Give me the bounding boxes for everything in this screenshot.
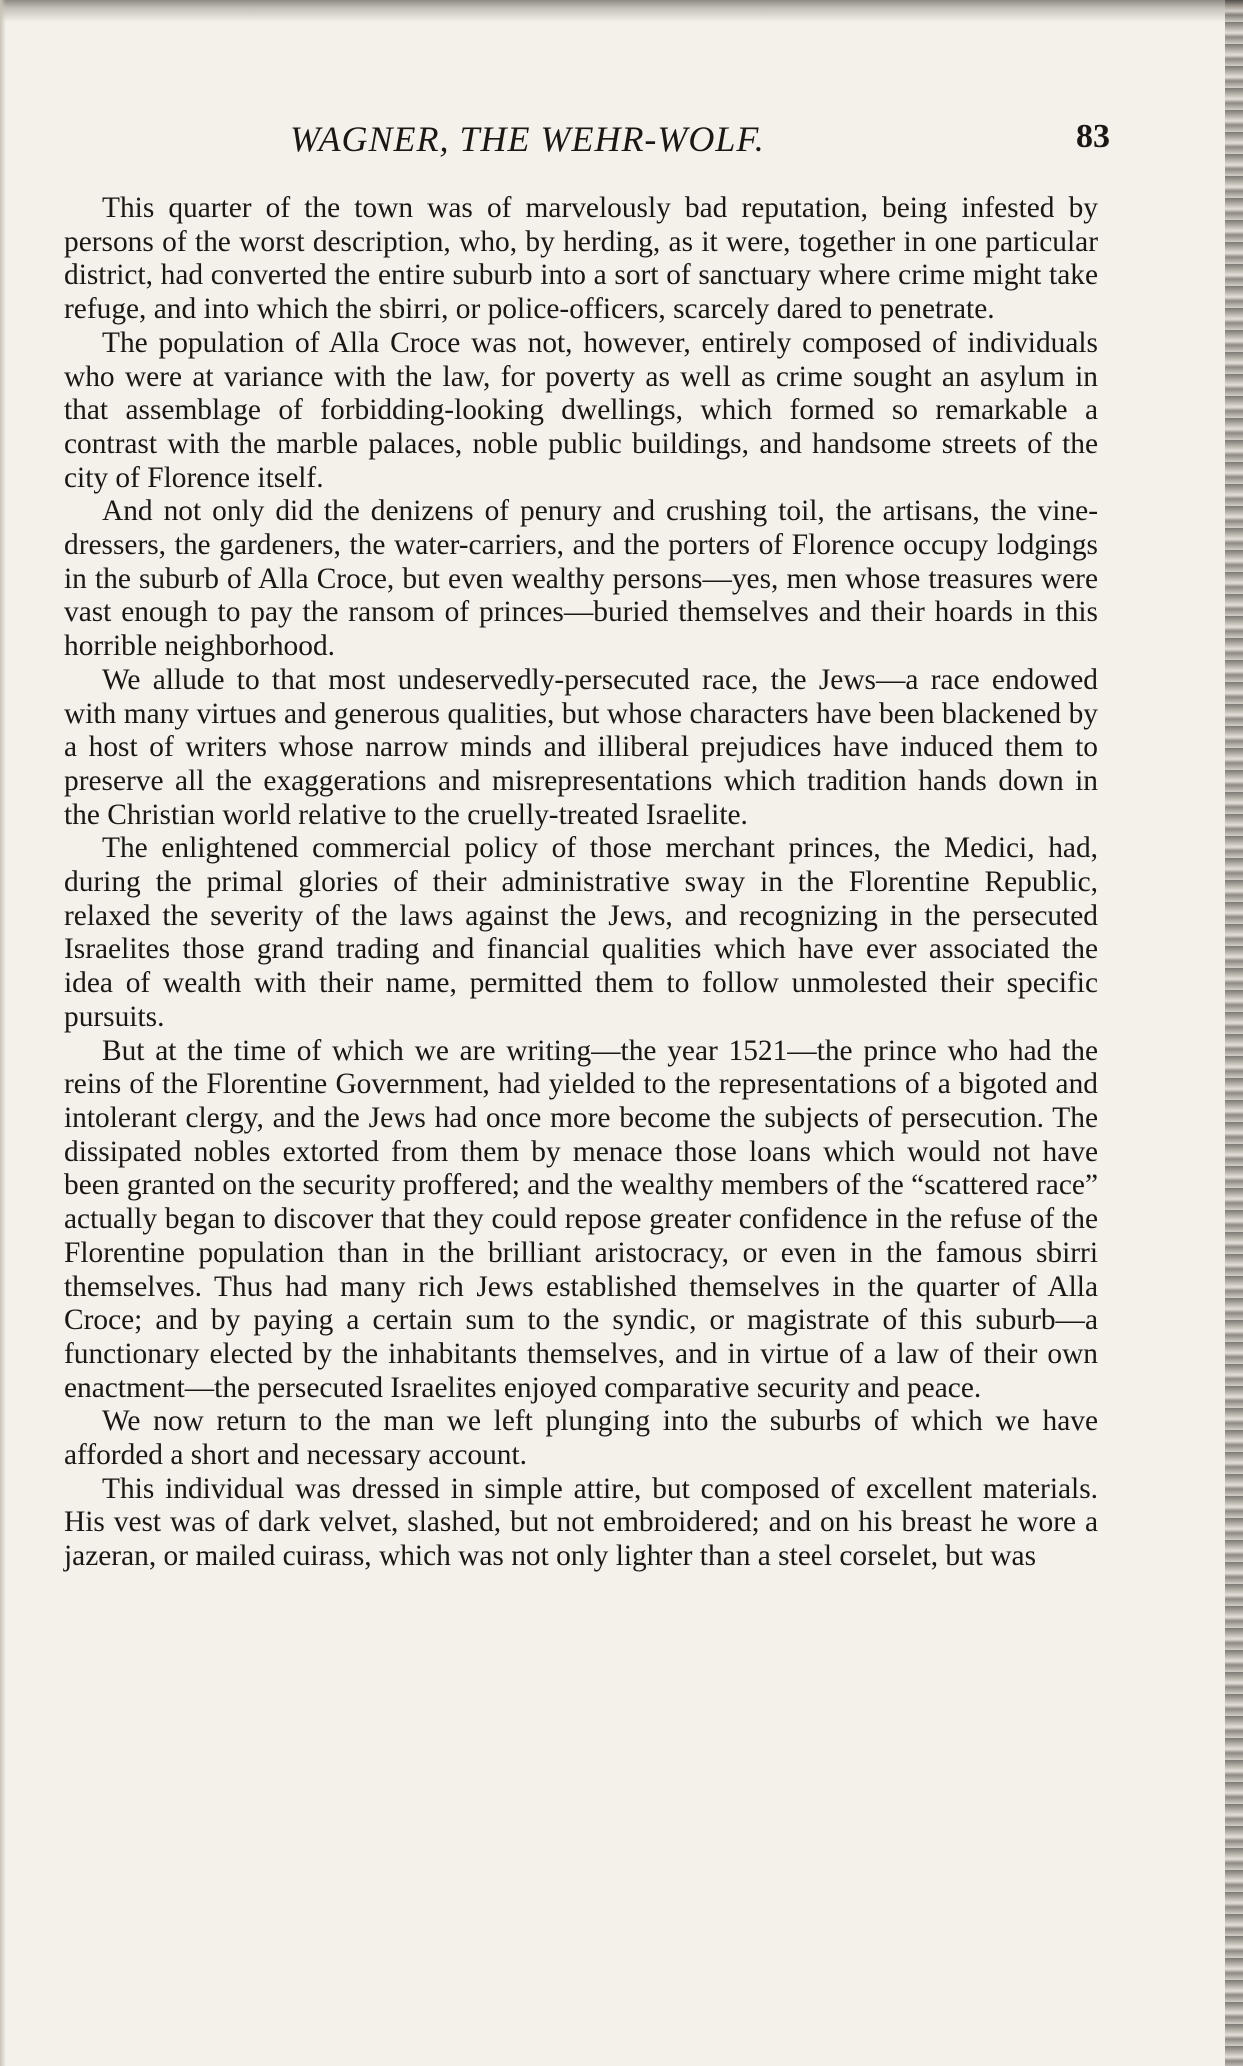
scan-edge-left (0, 0, 6, 2066)
scan-edge-right (1225, 0, 1243, 2066)
paragraph-5: The enlightened commercial policy of those merchant princes, the Medici, had, during the primal glories of their administrative sway in the Florentine Republic, relaxed the severity of the laws against the Jews, and recognizing in the persecuted Israelites those grand trading and financial qualities which have ever associated the idea of wealth with their name, permitted them to follow unmolested their specific pursuits. (64, 832, 1098, 1033)
paragraph-8: This individual was dressed in simple attire, but composed of excellent materials. His vest was of dark velvet, slashed, but not embroidered; and on his breast he wore a jazeran, or mailed cuirass, which was not only lighter than a steel corselet, but was (64, 1472, 1098, 1573)
running-head: WAGNER, THE WEHR-WOLF. (290, 119, 765, 159)
paragraph-3: And not only did the denizens of penury and crushing toil, the artisans, the vine-dressers, the gardeners, the water-carriers, and the porters of Florence occupy lodgings in the suburb of Alla Croce, but even wealthy persons—yes, men whose treasures were vast enough to pay the ransom of princes—buried themselves and their hoards in this horrible neighborhood. (64, 495, 1098, 663)
page-header (290, 118, 1110, 168)
paragraph-2: The population of Alla Croce was not, however, entirely composed of individuals who were at variance with the law, for poverty as well as crime sought an asylum in that assemblage of forbidding-looking dwellings, which formed so remarkable a contrast with the marble palaces, noble public buildings, and handsome streets of the city of Florence itself. (64, 326, 1098, 494)
paragraph-6: But at the time of which we are writing—the year 1521—the prince who had the reins of the Florentine Government, had yielded to the representations of a bigoted and intolerant clergy, and the Jews had once more become the subjects of persecution. The dissipated nobles extorted from them by menace those loans which would not have been granted on the security proffered; and the wealthy members of the “scattered race” actually began to discover that they could repose greater confidence in the refuse of the Florentine population than in the brilliant aristocracy, or even in the famous sbirri themselves. Thus had many rich Jews established themselves in the quarter of Alla Croce; and by paying a certain sum to the syndic, or magistrate of this suburb—a functionary elected by the inhabitants themselves, and in virtue of a law of their own enactment—the persecuted Israelites enjoyed comparative security and peace. (64, 1034, 1098, 1404)
page-number: 83 (1076, 118, 1110, 155)
scan-edge-top (0, 0, 1243, 22)
paragraph-1: This quarter of the town was of marvelously bad reputation, being infested by persons of the worst description, who, by herding, as it were, together in one particular district, had converted the entire suburb into a sort of sanctuary where crime might take refuge, and into which the sbirri, or police-officers, scarcely dared to penetrate. (64, 192, 1098, 326)
paragraph-7: We now return to the man we left plunging into the suburbs of which we have afforded a short and necessary account. (64, 1405, 1098, 1472)
paragraph-4: We allude to that most undeservedly-persecuted race, the Jews—a race endowed with many virtues and generous qualities, but whose characters have been blackened by a host of writers whose narrow minds and illiberal prejudices have induced them to preserve all the exaggerations and misrepresentations which tradition hands down in the Christian world relative to the cruelly-treated Israelite. (64, 663, 1098, 831)
body-text (64, 192, 1098, 1574)
